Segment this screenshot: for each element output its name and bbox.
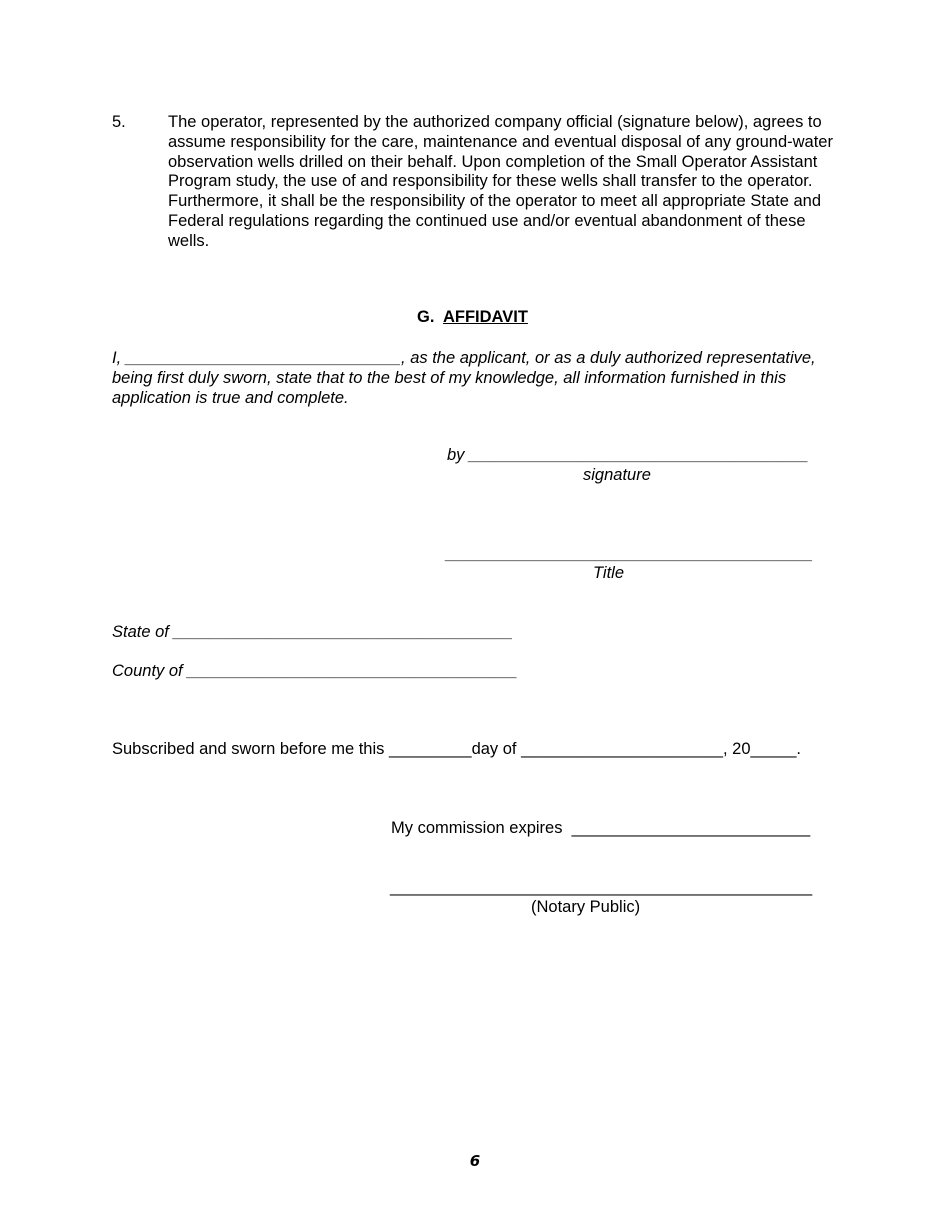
- title-label: Title: [593, 564, 625, 582]
- title-field: ________________________________________: [446, 545, 814, 563]
- signature-field: by _____________________________________: [447, 446, 809, 464]
- section-title: AFFIDAVIT: [442, 308, 528, 326]
- item-text: The operator, represented by the authorized company official (signature below), agrees to assume responsibility for the care, maintenance and eventual disposal of any ground-water observation wells drilled on their behalf. Upon completion of the Small Operator Assistant Program study, the use of and responsibility for these wells shall transfer to the operator. Furthermore, it shall be the responsibility of the operator to meet all appropriate State and Federal regulations regarding the continued use and/or eventual abandonment of these wells.: [168, 113, 833, 250]
- sworn-statement: Subscribed and sworn before me this _________day of ______________________, 20_____.: [112, 740, 801, 758]
- section-prefix: G.: [417, 308, 435, 326]
- notary-signature-field: ______________________________________________: [390, 878, 813, 896]
- page-number: 6: [469, 1152, 481, 1170]
- state-field: State of _____________________________________: [112, 623, 513, 641]
- notary-label: (Notary Public): [531, 898, 641, 916]
- signature-label: signature: [583, 466, 651, 484]
- section-heading: [417, 308, 528, 327]
- item-number: 5.: [112, 113, 126, 131]
- county-field: County of ____________________________________: [112, 662, 518, 680]
- affidavit-statement: I, ______________________________, as the applicant, or as a duly authorized representative, being first duly sworn, state that to the best of my knowledge, all information furnished in this application is true and complete.: [112, 349, 816, 407]
- commission-expires-field: My commission expires __________________________: [391, 819, 811, 837]
